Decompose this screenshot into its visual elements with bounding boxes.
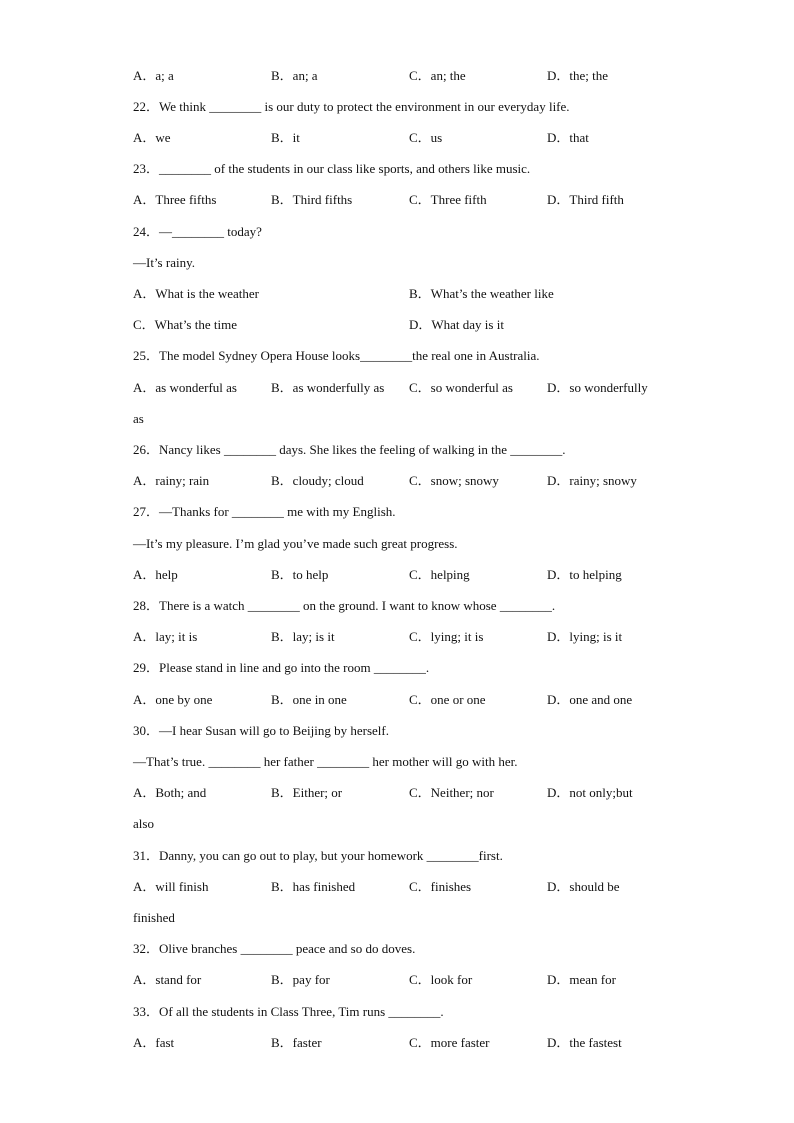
q32-option-b: B．pay for xyxy=(271,972,330,987)
q30-option-b: B．Either; or xyxy=(271,785,343,800)
q24-option-b: B．What’s the weather like xyxy=(409,286,554,301)
q22-option-c: C．us xyxy=(409,130,443,145)
q28-option-c: C．lying; it is xyxy=(409,629,484,644)
q30-options xyxy=(133,783,734,803)
q25-option-b: B．as wonderfully as xyxy=(271,380,385,395)
q28-stem: 28．There is a watch ________ on the ground. I want to know whose ________. xyxy=(133,598,556,613)
q33-option-b: B．faster xyxy=(271,1035,322,1050)
q30-option-d-wrap: also xyxy=(133,816,154,831)
q22-options xyxy=(133,128,734,148)
q29-options xyxy=(133,690,734,710)
q25-option-d-wrap: as xyxy=(133,411,144,426)
q27-option-c: C．helping xyxy=(409,567,470,582)
q27-option-b: B．to help xyxy=(271,567,329,582)
q31-option-c: C．finishes xyxy=(409,879,472,894)
q26-options xyxy=(133,471,734,491)
q23-stem: 23．________ of the students in our class like sports, and others like music. xyxy=(133,161,531,176)
q32-option-c: C．look for xyxy=(409,972,473,987)
q26-option-b: B．cloudy; cloud xyxy=(271,473,364,488)
q26-option-a: A．rainy; rain xyxy=(133,473,210,488)
q25-stem: 25．The model Sydney Opera House looks________the real one in Australia. xyxy=(133,348,540,363)
q22-stem: 22．We think ________ is our duty to protect the environment in our everyday life. xyxy=(133,99,570,114)
q21-option-c: C．an; the xyxy=(409,68,466,83)
q33-option-a: A．fast xyxy=(133,1035,175,1050)
q27-option-a: A．help xyxy=(133,567,178,582)
q29-option-b: B．one in one xyxy=(271,692,347,707)
q31-option-b: B．has finished xyxy=(271,879,356,894)
q29-stem: 29．Please stand in line and go into the room ________. xyxy=(133,660,430,675)
q23-options xyxy=(133,190,734,210)
q25-option-d: D．so wonderfully xyxy=(547,380,648,395)
q25-option-c: C．so wonderful as xyxy=(409,380,513,395)
q32-stem: 32．Olive branches ________ peace and so do doves. xyxy=(133,941,416,956)
q21-option-d: D．the; the xyxy=(547,68,609,83)
q33-options xyxy=(133,1033,734,1053)
q31-option-a: A．will finish xyxy=(133,879,209,894)
q30-stem: 30．—I hear Susan will go to Beijing by herself. xyxy=(133,723,389,738)
q30-option-a: A．Both; and xyxy=(133,785,207,800)
q30-reply: —That’s true. ________ her father ________ her mother will go with her. xyxy=(133,754,518,769)
q24-options-row2 xyxy=(133,315,734,335)
q33-stem: 33．Of all the students in Class Three, Tim runs ________. xyxy=(133,1004,444,1019)
q32-option-a: A．stand for xyxy=(133,972,202,987)
q30-option-d: D．not only;but xyxy=(547,785,633,800)
q21-options xyxy=(133,66,734,86)
q33-option-c: C．more faster xyxy=(409,1035,490,1050)
q25-options xyxy=(133,378,734,398)
q24-stem: 24．—________ today? xyxy=(133,224,262,239)
q31-option-d: D．should be xyxy=(547,879,620,894)
q26-option-c: C．snow; snowy xyxy=(409,473,499,488)
q28-option-d: D．lying; is it xyxy=(547,629,623,644)
q24-options-row1 xyxy=(133,284,734,304)
q32-option-d: D．mean for xyxy=(547,972,616,987)
q30-option-c: C．Neither; nor xyxy=(409,785,494,800)
q26-stem: 26．Nancy likes ________ days. She likes the feeling of walking in the ________. xyxy=(133,442,566,457)
q31-options xyxy=(133,877,734,897)
q24-option-c: C．What’s the time xyxy=(133,317,237,332)
q31-option-d-wrap: finished xyxy=(133,910,175,925)
q29-option-d: D．one and one xyxy=(547,692,633,707)
q27-stem: 27．—Thanks for ________ me with my English. xyxy=(133,504,396,519)
q22-option-d: D．that xyxy=(547,130,589,145)
q24-option-d: D．What day is it xyxy=(409,317,504,332)
q25-option-a: A．as wonderful as xyxy=(133,380,237,395)
q23-option-c: C．Three fifth xyxy=(409,192,487,207)
q21-option-a: A．a; a xyxy=(133,68,174,83)
q28-option-a: A．lay; it is xyxy=(133,629,198,644)
q22-option-a: A．we xyxy=(133,130,171,145)
q28-options xyxy=(133,627,734,647)
q23-option-d: D．Third fifth xyxy=(547,192,624,207)
q22-option-b: B．it xyxy=(271,130,300,145)
q24-reply: —It’s rainy. xyxy=(133,255,195,270)
q32-options xyxy=(133,970,734,990)
q31-stem: 31．Danny, you can go out to play, but your homework ________first. xyxy=(133,848,503,863)
q26-option-d: D．rainy; snowy xyxy=(547,473,637,488)
q23-option-b: B．Third fifths xyxy=(271,192,353,207)
q33-option-d: D．the fastest xyxy=(547,1035,622,1050)
q24-option-a: A．What is the weather xyxy=(133,286,259,301)
q28-option-b: B．lay; is it xyxy=(271,629,335,644)
q29-option-a: A．one by one xyxy=(133,692,213,707)
q21-option-b: B．an; a xyxy=(271,68,318,83)
q27-option-d: D．to helping xyxy=(547,567,622,582)
q23-option-a: A．Three fifths xyxy=(133,192,217,207)
q27-options xyxy=(133,565,734,585)
q27-reply: —It’s my pleasure. I’m glad you’ve made such great progress. xyxy=(133,536,458,551)
q29-option-c: C．one or one xyxy=(409,692,486,707)
